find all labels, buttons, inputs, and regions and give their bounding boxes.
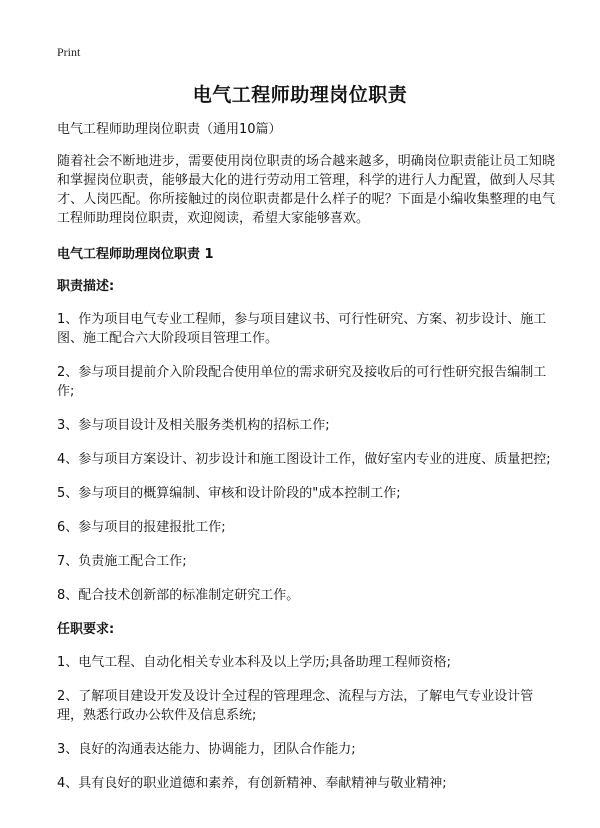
intro-paragraph: 随着社会不断地进步，需要使用岗位职责的场合越来越多，明确岗位职责能让员工知晓和掌握岗位职责，能够最大化的进行劳动用工管理，科学的进行人力配置，做到人尽其才、人岗匹配。你所接触过的岗位职责都是什么样子的呢？下面是小编收集整理的电气工程师助理岗位职责，欢迎阅读，希望大家能够喜欢。 xyxy=(57,154,555,226)
requirement-item: 1、电气工程、自动化相关专业本科及以上学历;具备助理工程师资格; xyxy=(57,655,452,670)
duty-item: 2、参与项目提前介入阶段配合使用单位的需求研究及接收后的可行性研究报告编制工作; xyxy=(57,365,547,399)
duty-item: 7、负责施工配合工作; xyxy=(57,554,187,569)
print-label: Print xyxy=(57,45,81,59)
duty-item: 3、参与项目设计及相关服务类机构的招标工作; xyxy=(57,418,330,433)
duty-item: 4、参与项目方案设计、初步设计和施工图设计工作，做好室内专业的进度、质量把控; xyxy=(57,452,551,467)
requirement-item: 2、了解项目建设开发及设计全过程的管理理念、流程与方法，了解电气专业设计管理，熟悉行政办公软件及信息系统; xyxy=(57,689,534,723)
duty-item: 1、作为项目电气专业工程师，参与项目建议书、可行性研究、方案、初步设计、施工图、施工配合六大阶段项目管理工作。 xyxy=(57,312,547,346)
duty-item: 8、配合技术创新部的标准制定研究工作。 xyxy=(57,588,300,603)
requirements-heading: 任职要求: xyxy=(57,622,115,637)
duties-heading: 职责描述: xyxy=(57,279,115,294)
document-title: 电气工程师助理岗位职责 xyxy=(192,84,408,106)
document-subtitle: 电气工程师助理岗位职责（通用10篇） xyxy=(57,122,282,137)
section-heading: 电气工程师助理岗位职责 1 xyxy=(57,247,214,262)
duty-item: 5、参与项目的概算编制、审核和设计阶段的"成本控制工作; xyxy=(57,486,401,501)
duty-item: 6、参与项目的报建报批工作; xyxy=(57,520,226,535)
requirement-item: 3、良好的沟通表达能力、协调能力，团队合作能力; xyxy=(57,742,356,757)
requirement-item: 4、具有良好的职业道德和素养，有创新精神、奉献精神与敬业精神; xyxy=(57,776,447,791)
document-body xyxy=(57,120,555,808)
